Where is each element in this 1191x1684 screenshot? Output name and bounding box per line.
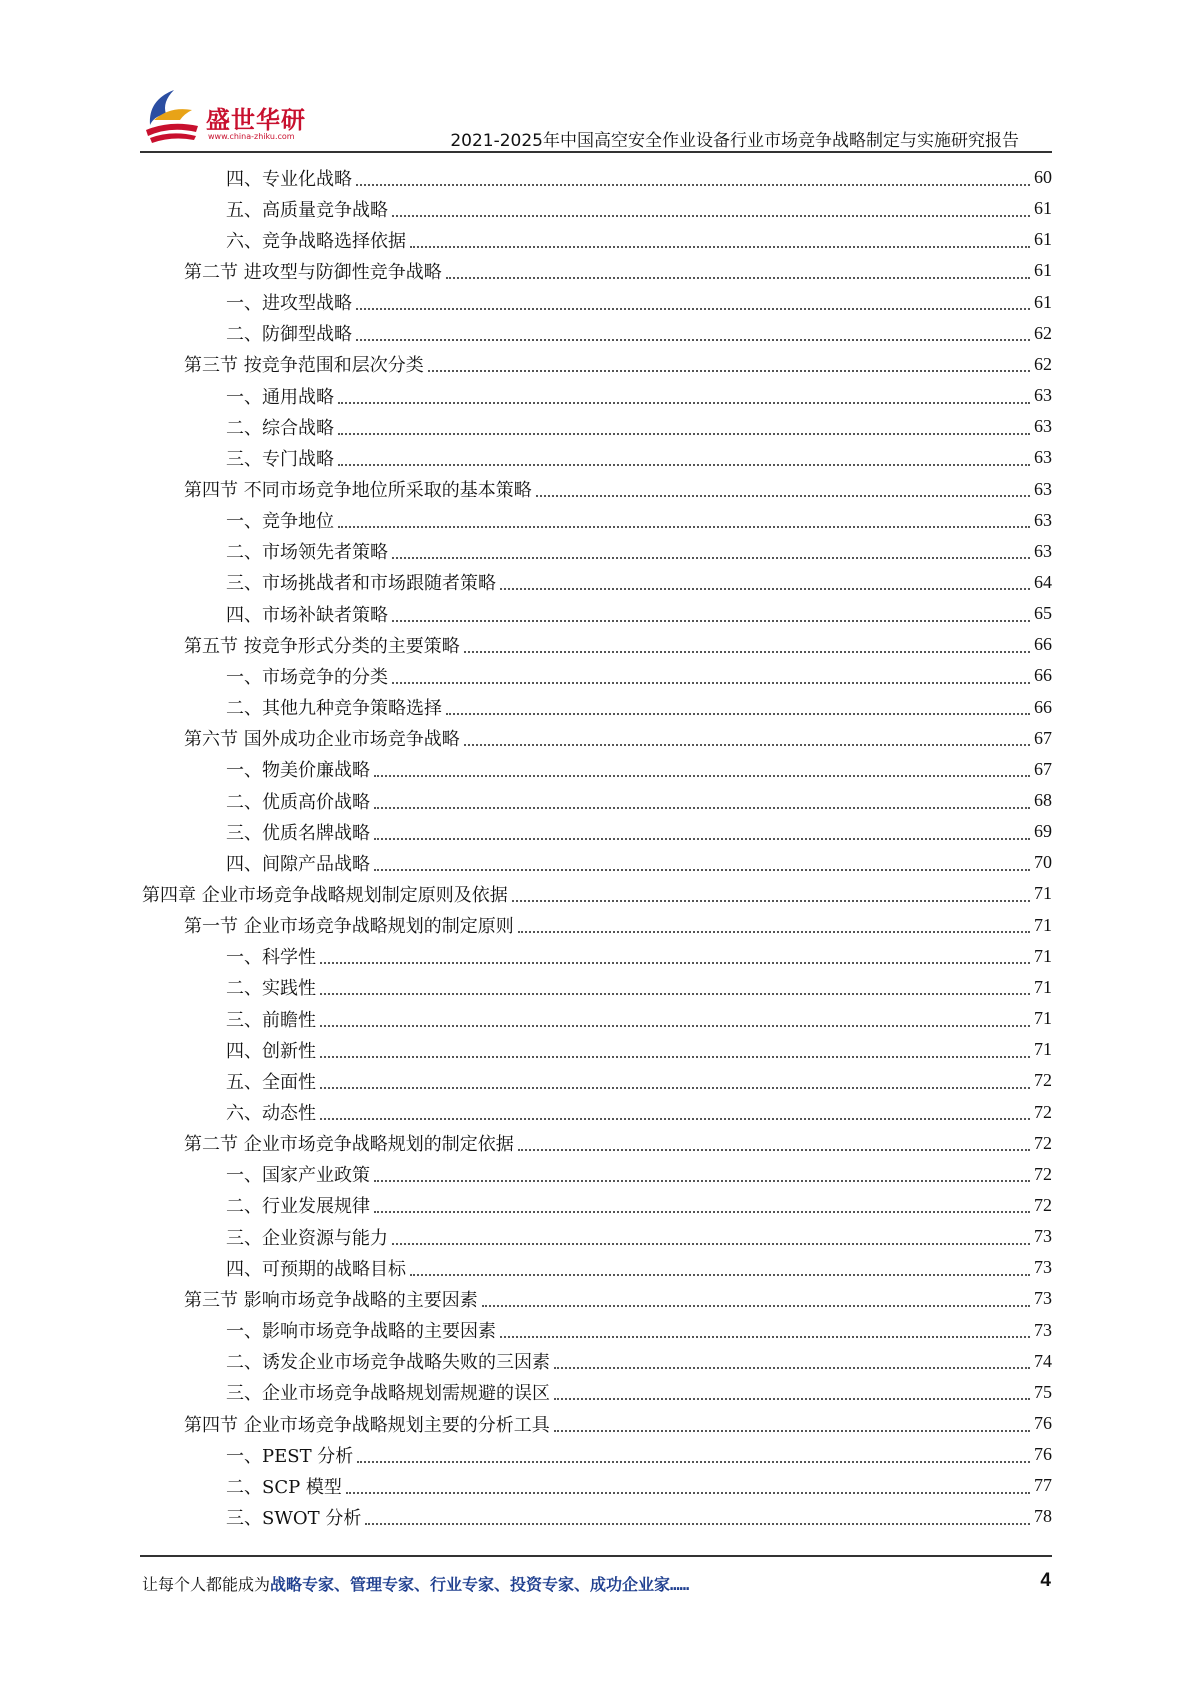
toc-dot-leader	[392, 1243, 1030, 1245]
toc-dot-leader	[338, 402, 1030, 404]
toc-entry[interactable]	[226, 847, 1052, 878]
toc-dot-leader	[392, 557, 1030, 559]
toc-dot-leader	[410, 1274, 1030, 1276]
toc-entry[interactable]	[226, 1377, 1052, 1408]
toc-entry-title: 第三节 按竞争范围和层次分类	[184, 355, 424, 377]
toc-dot-leader	[374, 775, 1030, 777]
toc-dot-leader	[482, 1305, 1030, 1307]
toc-dot-leader	[392, 620, 1030, 622]
toc-dot-leader	[554, 1398, 1030, 1400]
toc-entry-page: 73	[1034, 1226, 1052, 1247]
toc-entry-page: 71	[1034, 1008, 1052, 1029]
toc-entry[interactable]	[184, 723, 1052, 754]
toc-dot-leader	[392, 682, 1030, 684]
toc-dot-leader	[512, 900, 1030, 902]
toc-entry-page: 66	[1034, 634, 1052, 655]
toc-entry-title: 一、物美价廉战略	[226, 760, 370, 782]
toc-dot-leader	[410, 246, 1030, 248]
toc-entry-title: 二、SCP 模型	[226, 1476, 342, 1498]
toc-dot-leader	[338, 433, 1030, 435]
toc-entry-page: 61	[1034, 198, 1052, 219]
toc-entry-title: 第五节 按竞争形式分类的主要策略	[184, 635, 460, 657]
toc-entry-page: 74	[1034, 1350, 1052, 1371]
toc-entry-title: 第四节 不同市场竞争地位所采取的基本策略	[184, 480, 532, 501]
toc-dot-leader	[554, 1367, 1030, 1369]
toc-entry-title: 第四节 企业市场竞争战略规划主要的分析工具	[184, 1414, 550, 1436]
toc-dot-leader	[346, 1492, 1030, 1494]
toc-dot-leader	[357, 1461, 1030, 1463]
toc-entry-title: 三、市场挑战者和市场跟随者策略	[226, 573, 496, 595]
toc-entry-page: 73	[1034, 1257, 1052, 1278]
toc-entry-title: 一、通用战略	[226, 386, 334, 408]
toc-entry-title: 二、防御型战略	[226, 324, 352, 346]
toc-entry[interactable]	[226, 1315, 1052, 1346]
toc-dot-leader	[536, 495, 1030, 497]
toc-entry[interactable]	[226, 1439, 1052, 1470]
toc-entry[interactable]	[226, 162, 1052, 193]
toc-entry-page: 67	[1034, 758, 1052, 779]
toc-entry[interactable]	[226, 1346, 1052, 1377]
toc-dot-leader	[320, 1087, 1030, 1089]
toc-dot-leader	[374, 1180, 1030, 1182]
toc-dot-leader	[464, 744, 1030, 746]
toc-entry-title: 四、市场补缺者策略	[226, 604, 388, 626]
toc-dot-leader	[500, 588, 1030, 590]
toc-entry-title: 五、高质量竞争战略	[226, 199, 388, 221]
toc-entry-page: 72	[1034, 1194, 1052, 1215]
toc-entry-title: 三、优质名牌战略	[226, 822, 370, 844]
toc-dot-leader	[365, 1523, 1030, 1525]
toc-entry-page: 63	[1034, 478, 1052, 499]
toc-entry-title: 四、专业化战略	[226, 168, 352, 190]
toc-entry-title: 二、优质高价战略	[226, 791, 370, 813]
footer-slogan	[142, 1572, 689, 1595]
toc-entry[interactable]	[226, 1470, 1052, 1501]
toc-entry[interactable]	[226, 536, 1052, 567]
toc-entry[interactable]	[226, 505, 1052, 536]
toc-entry[interactable]	[184, 1128, 1052, 1159]
toc-entry[interactable]	[226, 1065, 1052, 1096]
toc-entry[interactable]	[226, 816, 1052, 847]
toc-dot-leader	[392, 215, 1030, 217]
toc-entry[interactable]	[226, 972, 1052, 1003]
toc-entry[interactable]	[226, 1003, 1052, 1034]
toc-entry[interactable]	[184, 255, 1052, 286]
report-title: 2021-2025年中国高空安全作业设备行业市场竞争战略制定与实施研究报告	[450, 131, 1019, 151]
toc-entry-page: 63	[1034, 447, 1052, 468]
toc-dot-leader	[518, 1149, 1030, 1151]
toc-entry[interactable]	[226, 692, 1052, 723]
toc-entry-page: 73	[1034, 1319, 1052, 1340]
toc-entry[interactable]	[226, 754, 1052, 785]
toc-entry[interactable]	[226, 318, 1052, 349]
toc-entry[interactable]	[226, 411, 1052, 442]
toc-entry-title: 第六节 国外成功企业市场竞争战略	[184, 729, 460, 751]
page-number: 4	[1040, 1570, 1051, 1591]
toc-entry[interactable]	[142, 878, 1052, 909]
toc-entry-title: 二、综合战略	[226, 417, 334, 439]
toc-entry-title: 四、间隙产品战略	[226, 853, 370, 875]
toc-entry[interactable]	[226, 1501, 1052, 1532]
toc-entry-title: 第二节 企业市场竞争战略规划的制定依据	[184, 1134, 514, 1156]
toc-entry-page: 72	[1034, 1070, 1052, 1091]
toc-entry-title: 二、其他九种竞争策略选择	[226, 698, 442, 720]
toc-entry[interactable]	[184, 474, 1052, 505]
toc-entry-page: 63	[1034, 416, 1052, 437]
toc-entry[interactable]	[226, 1221, 1052, 1252]
toc-entry-page: 72	[1034, 1132, 1052, 1153]
toc-entry-title: 二、市场领先者策略	[226, 542, 388, 564]
toc-dot-leader	[320, 1025, 1030, 1027]
toc-entry[interactable]	[226, 567, 1052, 598]
toc-entry-page: 61	[1034, 229, 1052, 250]
toc-dot-leader	[374, 869, 1030, 871]
toc-entry-title: 第四章 企业市场竞争战略规划制定原则及依据	[142, 884, 508, 906]
toc-dot-leader	[338, 464, 1030, 466]
footer-divider	[140, 1555, 1052, 1557]
toc-entry-title: 四、创新性	[226, 1040, 316, 1062]
toc-entry-page: 69	[1034, 821, 1052, 842]
toc-entry-title: 第三节 影响市场竞争战略的主要因素	[184, 1289, 478, 1311]
toc-entry-title: 六、动态性	[226, 1103, 316, 1124]
toc-entry-page: 71	[1034, 1039, 1052, 1060]
toc-entry[interactable]	[226, 1190, 1052, 1221]
toc-dot-leader	[356, 308, 1030, 310]
toc-dot-leader	[518, 931, 1030, 933]
toc-entry[interactable]	[226, 660, 1052, 691]
toc-entry[interactable]	[226, 380, 1052, 411]
toc-entry-page: 76	[1034, 1444, 1052, 1465]
footer-prefix: 让每个人都能成为	[142, 1575, 271, 1594]
toc-dot-leader	[446, 713, 1030, 715]
toc-entry-page: 65	[1034, 603, 1052, 624]
toc-dot-leader	[320, 1056, 1030, 1058]
logo-emblem-icon	[140, 80, 210, 150]
toc-entry[interactable]	[226, 785, 1052, 816]
toc-entry-title: 二、实践性	[226, 978, 316, 1000]
toc-entry-page: 72	[1034, 1101, 1052, 1122]
toc-entry-page: 70	[1034, 852, 1052, 873]
logo-url: www.china-zhiku.com	[208, 132, 295, 141]
toc-dot-leader	[320, 1118, 1030, 1120]
toc-entry-page: 66	[1034, 696, 1052, 717]
toc-entry-page: 63	[1034, 540, 1052, 561]
toc-entry-page: 60	[1034, 167, 1052, 187]
toc-entry-page: 67	[1034, 727, 1052, 748]
toc-entry-title: 三、企业资源与能力	[226, 1227, 388, 1249]
toc-entry[interactable]	[226, 442, 1052, 473]
toc-dot-leader	[374, 1211, 1030, 1213]
toc-entry-page: 77	[1034, 1475, 1052, 1496]
toc-entry-title: 六、竞争战略选择依据	[226, 230, 406, 252]
toc-entry[interactable]	[226, 287, 1052, 318]
toc-entry-title: 一、影响市场竞争战略的主要因素	[226, 1321, 496, 1343]
toc-entry-title: 二、行业发展规律	[226, 1196, 370, 1218]
toc-entry[interactable]	[184, 349, 1052, 380]
toc-entry-title: 第一节 企业市场竞争战略规划的制定原则	[184, 916, 514, 938]
toc-dot-leader	[446, 277, 1030, 279]
toc-entry-title: 五、全面性	[226, 1071, 316, 1093]
toc-dot-leader	[554, 1430, 1030, 1432]
toc-entry-title: 一、国家产业政策	[226, 1165, 370, 1187]
toc-entry-page: 71	[1034, 976, 1052, 997]
toc-dot-leader	[356, 184, 1030, 186]
toc-dot-leader	[374, 807, 1030, 809]
toc-entry-page: 62	[1034, 353, 1052, 374]
toc-entry-title: 一、进攻型战略	[226, 293, 352, 315]
toc-entry-page: 63	[1034, 509, 1052, 530]
toc-entry-page: 76	[1034, 1413, 1052, 1433]
toc-entry-page: 68	[1034, 790, 1052, 810]
toc-entry-title: 二、诱发企业市场竞争战略失败的三因素	[226, 1352, 550, 1374]
company-logo	[140, 80, 330, 150]
toc-entry-page: 61	[1034, 291, 1052, 312]
footer-highlight: 战略专家、管理专家、行业专家、投资专家、成功企业家……	[270, 1575, 690, 1594]
toc-dot-leader	[500, 1336, 1030, 1338]
header-divider	[140, 151, 1052, 153]
toc-entry-page: 72	[1034, 1163, 1052, 1184]
toc-entry-page: 66	[1034, 665, 1052, 686]
page-header	[0, 0, 1191, 160]
toc-entry[interactable]	[226, 1159, 1052, 1190]
toc-entry-page: 61	[1034, 260, 1052, 281]
toc-entry-title: 一、科学性	[226, 947, 316, 969]
toc-entry-page: 78	[1034, 1506, 1052, 1527]
logo-text: 盛世华研	[206, 106, 306, 134]
toc-entry-title: 四、可预期的战略目标	[226, 1258, 406, 1280]
toc-entry-page: 75	[1034, 1381, 1052, 1402]
toc-entry-page: 62	[1034, 322, 1052, 343]
toc-entry[interactable]	[184, 1283, 1052, 1314]
toc-entry-title: 一、PEST 分析	[226, 1445, 354, 1467]
toc-entry[interactable]	[226, 941, 1052, 972]
toc-entry-title: 三、专门战略	[226, 448, 334, 470]
toc-entry-title: 一、竞争地位	[226, 511, 334, 533]
toc-entry-title: 第二节 进攻型与防御性竞争战略	[184, 261, 442, 283]
toc-entry[interactable]	[226, 598, 1052, 629]
toc-entry-page: 71	[1034, 945, 1052, 966]
toc-entry[interactable]	[226, 1252, 1052, 1283]
toc-entry[interactable]	[226, 1034, 1052, 1065]
toc-entry[interactable]	[226, 193, 1052, 224]
toc-dot-leader	[464, 651, 1030, 653]
toc-dot-leader	[320, 993, 1030, 995]
toc-entry[interactable]	[184, 629, 1052, 660]
toc-dot-leader	[320, 962, 1030, 964]
toc-dot-leader	[356, 339, 1030, 341]
toc-dot-leader	[338, 526, 1030, 528]
toc-entry[interactable]	[226, 224, 1052, 255]
toc-entry-page: 64	[1034, 571, 1052, 592]
toc-dot-leader	[374, 838, 1030, 840]
toc-dot-leader	[428, 370, 1030, 372]
toc-entry-title: 一、市场竞争的分类	[226, 666, 388, 688]
toc-entry-title: 三、企业市场竞争战略规划需规避的误区	[226, 1383, 550, 1405]
toc-entry-page: 73	[1034, 1288, 1052, 1309]
toc-entry-page: 71	[1034, 914, 1052, 935]
toc-entry-page: 63	[1034, 385, 1052, 406]
toc-entry-page: 71	[1034, 883, 1052, 904]
toc-entry[interactable]	[226, 1097, 1052, 1128]
toc-entry-title: 三、前瞻性	[226, 1009, 316, 1031]
toc-entry[interactable]	[184, 910, 1052, 941]
toc-entry[interactable]	[184, 1408, 1052, 1439]
toc-entry-title: 三、SWOT 分析	[226, 1507, 362, 1529]
